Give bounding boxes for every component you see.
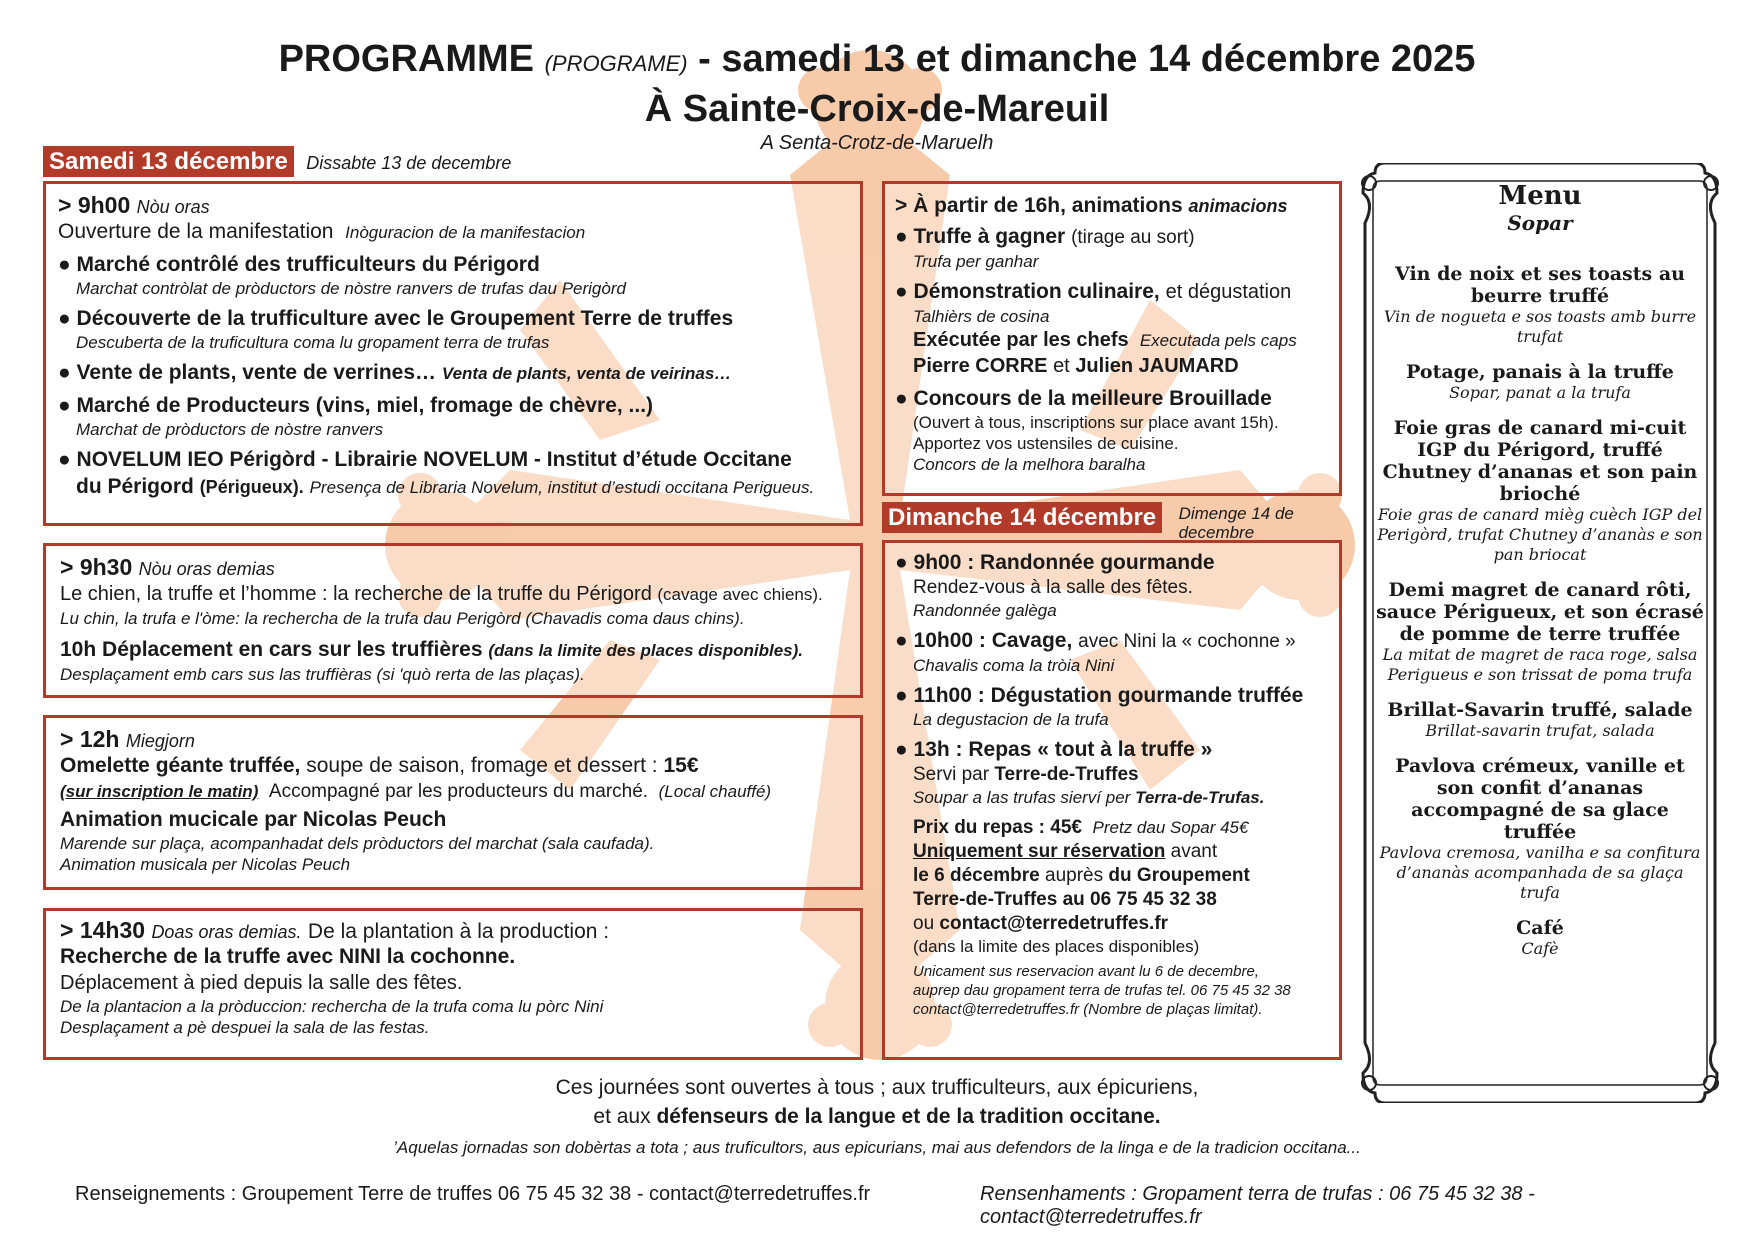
bullet-item-1: Découverte de la trufficulture avec le Groupement Terre de truffes <box>76 307 734 330</box>
time-12h-occ: Miegjorn <box>125 731 195 751</box>
time-14h30: > 14h30 <box>60 917 146 943</box>
menu-course-1-occ: Sopar, panat a la trufa <box>1449 383 1631 402</box>
reservation-groupement: du Groupement <box>1108 865 1250 886</box>
bullet-item-0: Marché contrôlé des trufficulteurs du Périgord <box>76 253 540 276</box>
bullet-item-3-occ: Marchat de pròductors de nòstre ranvers <box>76 420 384 439</box>
bullet-item-1-occ: Descuberta de la truficultura coma lu gropament terra de trufas <box>76 333 550 352</box>
repas: 13h : Repas « tout à la truffe » <box>913 738 1213 761</box>
concours-line2: Apportez vos ustensiles de cuisine. <box>913 434 1179 453</box>
reservation-date: le 6 décembre <box>913 865 1040 886</box>
sunday-box: ● 9h00 : Randonnée gourmande Rendez-vous à la salle des fêtes. Randonnée galèga ● 10h00 : Cavage, avec Nini la « cochonne » Chavalis coma la tròia Nini ● 11h00 : Dégustation gourmande truffée La degustacion de la trufa ● 13h : Repas « tout à la truffe » Servi par Terre-de-Truffes Soupar a las trufas sierví per Terra-de-Trufas. Prix du repas : 45€ Pretz dau Sopar 45€ Uniquement sur réservation avant le 6 décembre auprès du Groupement Terre-de-Truffes au 06 75 45 32 38 ou contact@terredetruffes.fr (dans la limite des places disponibles) Unicament sus reservacion avant lu 6 de decembre, auprep dau gropament terra de trufas tel. 06 75 45 32 38 contact@terredetruffes.fr (Nombre de plaças limitat). <box>882 540 1342 1060</box>
reservation-occ1: Unicament sus reservacion avant lu 6 de decembre, <box>913 963 1260 980</box>
servi-terre: Terre-de-Truffes <box>994 764 1139 785</box>
chef-et: et <box>1053 355 1070 377</box>
menu-course-6-occ: Cafè <box>1521 939 1559 958</box>
servi-occ-terra: Terra-de-Trufas. <box>1135 788 1265 807</box>
animation-musicale: Animation mucicale par Nicolas Peuch <box>60 808 447 831</box>
afternoon-box: > À partir de 16h, animations animacions ● Truffe à gagner (tirage au sort) Trufa per ganhar ● Démonstration culinaire, et dégustation Talhièrs de cosina Exécutée par les chefs Executada pels caps Pierre CORRE et Julien JAUMARD ● Concours de la meilleure Brouillade (Ouvert à tous, inscriptions sur place avant 15h). Apportez vos ustensiles de cuisine. Concors de la melhora baralha <box>882 181 1342 496</box>
truffe-gagner-occ: Trufa per ganhar <box>913 252 1039 271</box>
menu-course-2-occ: Foie gras de canard mièg cuèch IGP del Perigòrd, trufat Chutney d’ananàs e son pan briocat <box>1377 505 1703 564</box>
footer-occ: ’Aquelas jornadas son dobèrtas a tota ; aus truficultors, aus epicurians, mai aus defendors de la linga e de la tradicion occitana... <box>393 1138 1361 1157</box>
cavage: 10h00 : Cavage, <box>913 629 1073 652</box>
novelum-line1: NOVELUM IEO Périgòrd - Librairie NOVELUM - Institut d’étude Occitane <box>76 448 792 471</box>
reservation-only: Uniquement sur réservation <box>913 841 1166 862</box>
menu-title-occ: Sopar <box>1507 211 1573 235</box>
saturday-label: Samedi 13 décembre <box>43 146 294 177</box>
rando: 9h00 : Randonnée gourmande <box>913 551 1215 574</box>
sunday-heading <box>882 504 1342 542</box>
degustation-occ: La degustacion de la trufa <box>913 710 1109 729</box>
opening: Ouverture de la manifestation <box>58 220 334 243</box>
omelette-price: 15€ <box>663 754 699 777</box>
contact-oc: Rensenhaments : Gropament terra de trufas : 06 75 45 32 38 - contact@terredetruffes.fr <box>980 1183 1535 1228</box>
cavage-occ-sunday: Chavalis coma la tròia Nini <box>913 656 1115 675</box>
saturday-14h30-box <box>43 908 863 1060</box>
demo-degustation: et dégustation <box>1165 281 1292 303</box>
cars-line: Déplacement en cars sur les truffières <box>102 638 483 661</box>
midi-occ1: Marende sur plaça, acompanhadat dels pròductors del marchat (sala caufada). <box>60 834 655 853</box>
cars-limit: (dans la limite des places disponibles). <box>488 641 803 660</box>
novelum-line2-place: (Périgueux). <box>199 477 304 497</box>
recherche-nini: Recherche de la truffe avec NINI la cochonne. <box>60 945 516 968</box>
saturday-heading <box>43 148 511 176</box>
concours-line1: (Ouvert à tous, inscriptions sur place avant 15h). <box>913 413 1279 432</box>
opening-occ: Inòguracion de la manifestacion <box>345 223 586 242</box>
chef-corre: Pierre CORRE <box>913 355 1048 377</box>
degustation: 11h00 : Dégustation gourmande truffée <box>913 684 1304 707</box>
menu-course-0-occ: Vin de nogueta e sos toasts amb burre trufat <box>1383 307 1697 346</box>
truffe-gagner: Truffe à gagner <box>913 225 1066 248</box>
rando-occ: Randonnée galèga <box>913 601 1057 620</box>
plantation-intro: De la plantation à la production : <box>307 920 610 943</box>
time-10h: 10h <box>60 638 97 661</box>
title-place-occ: A Senta-Crotz-de-Maruelh <box>760 132 994 154</box>
chefs-label: Exécutée par les chefs <box>913 329 1129 351</box>
reservation-limit: (dans la limite des places disponibles) <box>913 937 1200 956</box>
rando-rdv: Rendez-vous à la salle des fêtes. <box>913 577 1193 598</box>
time-9h30: > 9h30 <box>60 554 133 580</box>
footer-statement <box>0 1073 1754 1131</box>
saturday-label-occ: Dissabte 13 de decembre <box>306 153 512 173</box>
title-place: À Sainte-Croix-de-Mareuil <box>644 88 1110 130</box>
sunday-label: Dimanche 14 décembre <box>882 502 1162 533</box>
bullet-item-0-occ: Marchat contròlat de pròductors de nòstre ranvers de trufas dau Perigòrd <box>76 279 626 298</box>
local-chauffe: (Local chauffé) <box>658 782 772 801</box>
title-dates: - samedi 13 et dimanche 14 décembre 2025 <box>698 38 1476 80</box>
menu-course-1: Potage, panais à la truffe <box>1406 361 1674 383</box>
accomp-line: Accompagné par les producteurs du marché. <box>268 781 649 802</box>
time-9h00-occ: Nòu oras <box>136 197 210 217</box>
cavage-line: Le chien, la truffe et l’homme : la recherche de la truffe du Périgord <box>60 583 652 605</box>
menu-course-4: Brillat-Savarin truffé, salade <box>1387 699 1693 721</box>
footer-line2-b: défenseurs de la langue et de la tradition occitane. <box>656 1105 1161 1128</box>
plantation-occ2: Desplaçament a pè despuei la sala de las festas. <box>60 1018 430 1037</box>
omelette-details: soupe de saison, fromage et dessert : <box>306 754 658 777</box>
prix-repas: Prix du repas : 45€ <box>913 817 1082 838</box>
novelum-line2: du Périgord <box>76 475 194 498</box>
bullet-item-2: Vente de plants, vente de verrines… <box>76 361 437 384</box>
title-main: PROGRAMME <box>278 38 535 80</box>
bullet-item-2-occ: Venta de plants, venta de veirinas… <box>441 364 732 383</box>
footer-line2-a: et aux <box>593 1105 651 1128</box>
footer-line1: Ces journées sont ouvertes à tous ; aux trufficulteurs, aux épicuriens, <box>555 1076 1199 1099</box>
menu-course-0: Vin de noix et ses toasts au beurre truffé <box>1395 263 1685 307</box>
menu-course-5: Pavlova crémeux, vanille et son confit d’ananas accompagné de sa glace truffée <box>1395 755 1685 843</box>
saturday-morning-box: > 9h00 Nòu oras Ouverture de la manifestation Inòguracion de la manifestacion ● Marché contrôlé des trufficulteurs du Périgord Marchat contròlat de pròductors de nòstre ranvers de trufas dau Perigòrd ● Découverte de la trufficulture avec le Groupement Terre de truffes Descuberta de la truficultura coma lu gropament terra de trufas ● Vente de plants, vente de verrines… Venta de plants, venta de veirinas… ● Marché de Producteurs (vins, miel, fromage de chèvre, ...) Marchat de pròductors de nòstre ranvers ● NOVELUM IEO Périgòrd - Librairie NOVELUM - Institut d’étude Occitane du Périgord (Périgueux). Presença de Libraria Novelum, institut d’estudi occitana Perigueus. <box>43 181 863 526</box>
chef-jaumard: Julien JAUMARD <box>1075 355 1239 377</box>
reservation-email: contact@terredetruffes.fr <box>939 913 1169 934</box>
saturday-12h-box <box>43 715 863 890</box>
menu-course-3-occ: La mitat de magret de raca roge, salsa Perigueus e son trissat de poma trufa <box>1382 645 1698 684</box>
page-title <box>0 38 1754 81</box>
cavage-nini: avec Nini la « cochonne » <box>1078 631 1296 652</box>
saturday-9h30-box <box>43 543 863 698</box>
prix-occ: Pretz dau Sopar 45€ <box>1092 818 1249 837</box>
menu-title: Menu <box>1498 181 1582 211</box>
time-14h30-occ: Doas oras demias. <box>151 922 302 942</box>
menu-course-2: Foie gras de canard mi-cuit IGP du Périgord, truffé Chutney d’ananas et son pain brioché <box>1382 417 1698 505</box>
chefs-occ: Executada pels caps <box>1139 331 1297 350</box>
contact-fr: Renseignements : Groupement Terre de truffes 06 75 45 32 38 - contact@terredetruffes.fr <box>75 1183 871 1205</box>
truffe-tirage: (tirage au sort) <box>1071 227 1195 248</box>
servi-occ: Soupar a las trufas sierví per <box>913 788 1131 807</box>
midi-occ2: Animation musicala per Nicolas Peuch <box>60 855 351 874</box>
time-9h30-occ: Nòu oras demias <box>138 559 275 579</box>
time-12h: > 12h <box>60 726 120 752</box>
deplacement-pied: Déplacement à pied depuis la salle des fêtes. <box>60 972 463 994</box>
demo-occ: Talhièrs de cosina <box>913 307 1050 326</box>
menu-course-6: Café <box>1516 917 1564 939</box>
title-paren: (PROGRAME) <box>544 51 688 76</box>
concours-brouillade: Concours de la meilleure Brouillade <box>913 387 1272 410</box>
bullet-item-3: Marché de Producteurs (vins, miel, fromage de chèvre, ...) <box>76 394 654 417</box>
afternoon-heading-occ: animacions <box>1188 196 1288 216</box>
reservation-occ3: contact@terredetruffes.fr (Nombre de plaças limitat). <box>913 1001 1263 1018</box>
servi-par: Servi par <box>913 764 990 785</box>
novelum-occ: Presença de Libraria Novelum, institut d’estudi occitana Perigueus. <box>309 478 815 497</box>
concours-occ: Concors de la melhora baralha <box>913 455 1146 474</box>
time-9h00: > 9h00 <box>58 192 131 218</box>
inscription-note: (sur inscription le matin) <box>60 782 259 801</box>
sunday-label-occ: Dimenge 14 de decembre <box>1178 504 1294 542</box>
afternoon-heading: > À partir de 16h, animations <box>895 194 1183 217</box>
reservation-ou: ou <box>913 913 935 934</box>
plantation-occ1: De la plantacion a la pròduccion: rechercha de la trufa coma lu pòrc Nini <box>60 997 604 1016</box>
reservation-aupres: auprès <box>1045 865 1104 886</box>
cavage-occ: Lu chin, la trufa e l'òme: la rechercha de la trufa dau Perigòrd (Chavadis coma daus chins). <box>60 609 745 628</box>
menu-course-5-occ: Pavlova cremosa, vanilha e sa confitura d’ananàs acompanhada de sa glaça trufa <box>1379 843 1701 902</box>
omelette: Omelette géante truffée, <box>60 754 301 777</box>
cars-occ: Desplaçament emb cars sus las truffièras (si 'quò rerta de las plaças). <box>60 665 585 684</box>
menu-panel <box>1355 163 1725 1103</box>
cavage-small: (cavage avec chiens). <box>657 585 823 604</box>
menu-course-3: Demi magret de canard rôti, sauce Périgueux, et son écrasé de pomme de terre truffée <box>1376 579 1704 645</box>
menu-course-4-occ: Brillat-savarin trufat, salada <box>1425 721 1655 740</box>
reservation-occ2: auprep dau gropament terra de trufas tel. 06 75 45 32 38 <box>913 982 1291 999</box>
reservation-phone: Terre-de-Truffes au 06 75 45 32 38 <box>913 889 1217 910</box>
reservation-avant: avant <box>1170 841 1218 862</box>
demo-culinaire: Démonstration culinaire, <box>913 280 1160 303</box>
